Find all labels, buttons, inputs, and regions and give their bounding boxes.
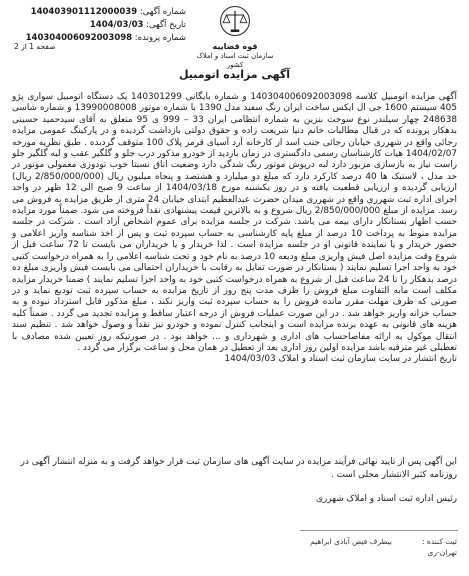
signed-by-label: ثبت کننده : — [422, 537, 457, 546]
signer-title: رئیس اداره ثبت اسناد و املاک شهرری — [316, 494, 457, 504]
org-name: قوه قضاییه — [212, 42, 258, 51]
judiciary-logo — [190, 4, 280, 70]
notice-date-label: تاریخ آگهی: — [146, 20, 186, 30]
footer-divider — [300, 530, 458, 531]
judiciary-emblem-icon — [218, 4, 252, 38]
notice-body-paragraph: آگهی مزایده اتومبیل کلاسه 140304006092003098 و شماره بایگانی 140301299 یک دستگاه اتومبیل سواری پژو 405 سیستم 1600 جی ال ایکس ساخت ایران رنگ سفید مدل 1390 با شماره موتور 13990008008 و شماره شاسی 248638 چهار سیلندر نوع سوخت بنزین به شماره انتظامی ایران 33 – 999 ی 95 متعلق به آقای سیدحمید حسینی بدهکار پرونده که در قبال مطالبات خانم دنیا شریعت زاده و حقوق دولتی بازداشت گردیده و در پارکینگ عمومی مزایده رجائی واقع در شهرری خیابان رجائی جنب اسد از کارخانه آرد آسیای قرمز پلاک 100 متوقف گردیده . طبق نظریه مورخه 1404/02/07 هیات کارشناسان رسمی دادگستری در زمان بازدید از خودرو مذکور درب جلو و گلگیر عقب و لبه گلگیر جلو راست نیاز به بازسازی مزبور دارد لبه درپوش موتور رنگ شدگی دارد وضعیت اتاق نسبتا خوب تودوزی معمولی موتور در حد مدل ، لاستیک ها 40 درصد کارکرد دارد که مبلغ دو میلیارد و هشتصد و پنجاه میلیون ریال (2/850/000/000 ریال) ارزیابی گردیده و ارزیابی قطعیت یافته و در روز یکشنبه مورخ 1404/03/18 از ساعت 9 صبح الی 12 ظهر در واحد اجرای اداره ثبت شهرری واقع در شهرری میدان حضرت عبدالعظیم ابتدای خیابان 24 متری از طریق مزایده به فروش می رسد. مزایده از مبلغ 2/850/000/000 ریال شروع و به بالاترین قیمت پیشنهادی نقداً فروخته می شود. ضمناً مورد مزایده حسب اظهار بستانکار دارای بیمه می باشد. شرکت در جلسه مزایده برای عموم اشخاص آزاد است . شرکت در جلسه مزایده منوط به پرداخت 10 درصد از مبلغ پایه کارشناسی به حساب سپرده ثبت و پس از اخذ شناسه واریز اعلامی و حضور خریدار و یا نماینده قانونی او در جلسه مزایده است . لذا خریدار و یا خریداران می بایست تا 72 ساعت قبل از شروع وقت مزایده اصل فیش واریزی مبلغ ودیعه 10 درصد به نام خود و تحت شناسه اعلامی را به همراه درخواست کتبی خود به واحد اجرا تسلیم نمایند ( بستانکار در صورت تمایل به رقابت با خریداران احتمالی می بایست فیش واریزی مبلغ ده درصد بدهکار را تا 24 ساعت قبل از شروع به همراه درخواست کتبی خود به واحد اجرا تسلیم نمایند ) ضمنا خریدار مزایده مکلف است مابه التفاوت مبلغ فروش را ظرف مدت پنج روز از تاریخ مزایده به حساب سپرده ثبت تودیع نماید و در صورتی که ظرف مهلت مقرر مانده فروش را به حساب سپرده ثبت واریز نکند ، مبلغ مذکور قابل استرداد نبوده و به حساب خزانه واریز خواهد شد . در این صورت عملیات فروش از درجه اعتبار ساقط و مزایده تجدید می گردد . ضمناً کلیه هزینه های قانونی به عهده برنده مزایده است و اینجانب کنترل نموده و خودرو نیز نقداً و وصول خواهد شد . تنظیم سند انتقال موکول به ارائه مفاصاحساب های اداری و شهرداری و ... خواهد بود . در صورتیکه روز تعیین شده مصادف با تعطیلی غیر مترقبه باشد مزایده اولین روز اداری بعد از تعطیل در همان محل و ساعت برگزار می گردد . — [12, 92, 457, 353]
file-number-label: شماره پرونده: — [134, 33, 186, 43]
signed-by-name: بیطرف فیض آبادی ابراهیم — [310, 537, 393, 546]
notice-date: 1404/03/03 — [89, 20, 144, 30]
publish-date-line: تاریخ انتشار در سایت سازمان ثبت اسناد و املاک 1404/03/03 — [224, 354, 457, 365]
org-subname: سازمان ثبت اسناد و املاک کشور — [196, 52, 274, 69]
closing-note-text: این آگهی پس از تایید نهائی فرآیند مزایده در سایت آگهی های سازمان ثبت قرار خواهد گرفت و به منزله انتشار آگهی در روزنامه کثیر الانتشار محلی است . — [20, 457, 457, 480]
footer — [12, 536, 457, 558]
notice-number: 140403901112000039 — [30, 7, 138, 17]
notice-title: آگهی مزایده اتومبیل — [178, 68, 291, 81]
notice-number-label: شماره آگهی: — [139, 7, 186, 17]
footer-signed-by-row — [12, 536, 457, 547]
closing-note — [12, 456, 457, 481]
page-indicator: صفحه 1 از 2 — [14, 42, 56, 51]
notice-number-row — [6, 6, 186, 19]
notice-date-row — [6, 19, 186, 32]
footer-region: تهران-ری — [427, 548, 457, 557]
notice-body — [12, 92, 457, 366]
file-number: 140304006092003098 — [25, 33, 133, 43]
notice-meta — [6, 6, 186, 45]
